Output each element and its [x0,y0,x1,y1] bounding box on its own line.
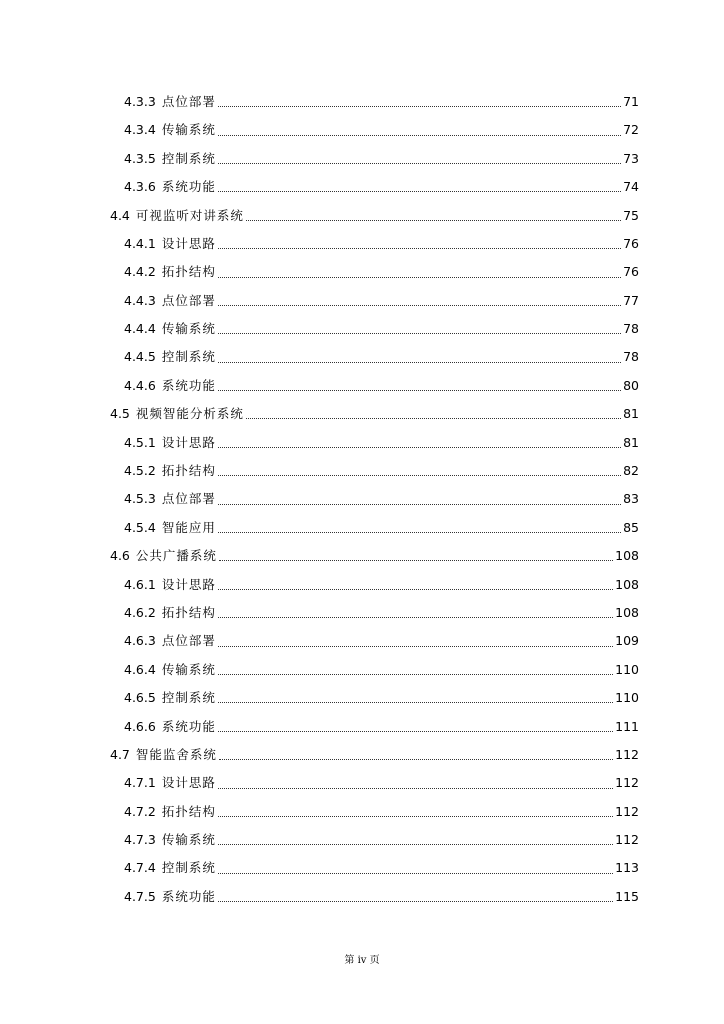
dot-leader [218,872,613,874]
toc-entry-number: 4.5 [110,406,130,422]
toc-entry[interactable] [0,826,724,854]
toc-entry-title: 公共广播系统 [135,548,217,564]
toc-entry[interactable] [0,713,724,741]
toc-entry-number: 4.7.4 [124,860,156,876]
toc-entry-title: 智能监舍系统 [135,746,217,762]
toc-entry-page-number: 108 [615,604,639,620]
toc-entry-title: 传输系统 [161,832,216,848]
toc-entry-title: 设计思路 [161,235,216,251]
table-of-contents [0,88,724,911]
toc-entry-number: 4.6.4 [124,661,156,677]
toc-entry-title: 点位部署 [161,633,216,649]
dot-leader [218,503,621,505]
toc-entry-page-number: 110 [615,661,639,677]
toc-entry[interactable] [0,769,724,797]
toc-entry-number: 4.4.5 [124,349,156,365]
dot-leader [218,446,621,448]
toc-entry-page-number: 81 [623,406,639,422]
dot-leader [218,304,621,306]
toc-entry-page-number: 80 [623,377,639,393]
toc-entry-number: 4.6 [110,548,130,564]
dot-leader [219,758,613,760]
toc-entry[interactable] [0,741,724,769]
toc-entry-title: 系统功能 [161,718,216,734]
toc-entry-number: 4.7.3 [124,832,156,848]
toc-entry-title: 设计思路 [161,576,216,592]
toc-entry[interactable] [0,798,724,826]
toc-entry-number: 4.3.4 [124,122,156,138]
toc-entry[interactable] [0,287,724,315]
dot-leader [218,389,621,391]
toc-entry-title: 系统功能 [161,179,216,195]
toc-entry[interactable] [0,202,724,230]
toc-entry-number: 4.6.3 [124,633,156,649]
toc-entry-title: 智能应用 [161,519,216,535]
dot-leader [218,361,621,363]
toc-entry-number: 4.5.1 [124,434,156,450]
dot-leader [218,787,613,789]
toc-entry-number: 4.7.1 [124,775,156,791]
toc-entry-number: 4.4.3 [124,292,156,308]
toc-entry-page-number: 78 [623,321,639,337]
dot-leader [218,843,613,845]
toc-entry-number: 4.4.2 [124,264,156,280]
toc-entry-title: 拓扑结构 [161,604,216,620]
toc-entry-title: 传输系统 [161,661,216,677]
toc-entry-page-number: 85 [623,519,639,535]
dot-leader [218,247,621,249]
toc-entry-page-number: 75 [623,207,639,223]
toc-entry-title: 视频智能分析系统 [135,406,244,422]
toc-entry-page-number: 112 [615,746,639,762]
toc-entry[interactable] [0,88,724,116]
dot-leader [246,417,621,419]
toc-entry-title: 控制系统 [161,690,216,706]
dot-leader [218,673,613,675]
toc-entry-page-number: 71 [623,93,639,109]
toc-entry-page-number: 110 [615,690,639,706]
dot-leader [218,815,613,817]
toc-entry[interactable] [0,315,724,343]
toc-entry-number: 4.6.5 [124,690,156,706]
toc-entry[interactable] [0,372,724,400]
toc-entry-title: 点位部署 [161,292,216,308]
toc-entry[interactable] [0,542,724,570]
dot-leader [218,531,621,533]
toc-entry[interactable] [0,855,724,883]
toc-entry-page-number: 113 [615,860,639,876]
toc-entry-number: 4.4 [110,207,130,223]
toc-entry-title: 系统功能 [161,888,216,904]
toc-entry-title: 拓扑结构 [161,803,216,819]
toc-entry-page-number: 115 [615,888,639,904]
toc-entry-page-number: 109 [615,633,639,649]
toc-entry-number: 4.6.1 [124,576,156,592]
toc-entry-number: 4.7.2 [124,803,156,819]
toc-entry-number: 4.5.2 [124,463,156,479]
toc-entry-page-number: 77 [623,292,639,308]
toc-entry-page-number: 72 [623,122,639,138]
toc-entry[interactable] [0,429,724,457]
toc-entry[interactable] [0,400,724,428]
dot-leader [218,616,613,618]
toc-entry-title: 设计思路 [161,775,216,791]
toc-entry-title: 点位部署 [161,93,216,109]
toc-entry[interactable] [0,230,724,258]
toc-entry[interactable] [0,571,724,599]
toc-entry[interactable] [0,883,724,911]
toc-entry-page-number: 73 [623,150,639,166]
toc-entry[interactable] [0,457,724,485]
dot-leader [218,134,621,136]
toc-entry-page-number: 76 [623,264,639,280]
toc-entry[interactable] [0,116,724,144]
dot-leader [218,474,621,476]
toc-entry-title: 控制系统 [161,349,216,365]
toc-entry-number: 4.5.3 [124,491,156,507]
toc-entry-title: 传输系统 [161,122,216,138]
toc-entry[interactable] [0,599,724,627]
toc-entry-page-number: 82 [623,463,639,479]
toc-entry-number: 4.3.6 [124,179,156,195]
dot-leader [218,730,613,732]
toc-entry-title: 拓扑结构 [161,463,216,479]
toc-entry-title: 控制系统 [161,150,216,166]
toc-entry-title: 点位部署 [161,491,216,507]
toc-entry-page-number: 76 [623,235,639,251]
toc-entry[interactable] [0,344,724,372]
dot-leader [218,332,621,334]
toc-entry-page-number: 112 [615,832,639,848]
toc-entry-number: 4.7.5 [124,888,156,904]
toc-entry-number: 4.4.6 [124,377,156,393]
toc-entry[interactable] [0,258,724,286]
toc-entry-page-number: 112 [615,775,639,791]
toc-entry[interactable] [0,485,724,513]
toc-entry-number: 4.4.1 [124,235,156,251]
dot-leader [218,900,613,902]
toc-entry[interactable] [0,627,724,655]
toc-entry-number: 4.6.2 [124,604,156,620]
page-footer: 第 iv 页 [344,955,380,966]
toc-entry-number: 4.4.4 [124,321,156,337]
toc-entry-page-number: 108 [615,576,639,592]
dot-leader [218,276,621,278]
toc-entry-page-number: 81 [623,434,639,450]
toc-entry[interactable] [0,173,724,201]
toc-entry-title: 拓扑结构 [161,264,216,280]
toc-entry-number: 4.6.6 [124,718,156,734]
toc-entry-title: 控制系统 [161,860,216,876]
dot-leader [218,588,613,590]
dot-leader [218,701,613,703]
toc-entry-number: 4.5.4 [124,519,156,535]
toc-entry-title: 传输系统 [161,321,216,337]
toc-entry-page-number: 108 [615,548,639,564]
dot-leader [218,162,621,164]
toc-entry-page-number: 83 [623,491,639,507]
toc-entry[interactable] [0,684,724,712]
toc-entry-title: 可视监听对讲系统 [135,207,244,223]
toc-entry-number: 4.3.3 [124,93,156,109]
toc-entry-number: 4.7 [110,746,130,762]
dot-leader [246,219,621,221]
dot-leader [218,190,621,192]
toc-entry[interactable] [0,145,724,173]
toc-entry-page-number: 74 [623,179,639,195]
toc-entry-page-number: 112 [615,803,639,819]
toc-entry[interactable] [0,656,724,684]
toc-entry-page-number: 111 [615,718,639,734]
toc-entry-title: 设计思路 [161,434,216,450]
dot-leader [218,645,613,647]
dot-leader [218,105,621,107]
toc-entry-page-number: 78 [623,349,639,365]
toc-entry-title: 系统功能 [161,377,216,393]
dot-leader [219,559,613,561]
toc-entry-number: 4.3.5 [124,150,156,166]
toc-entry[interactable] [0,514,724,542]
